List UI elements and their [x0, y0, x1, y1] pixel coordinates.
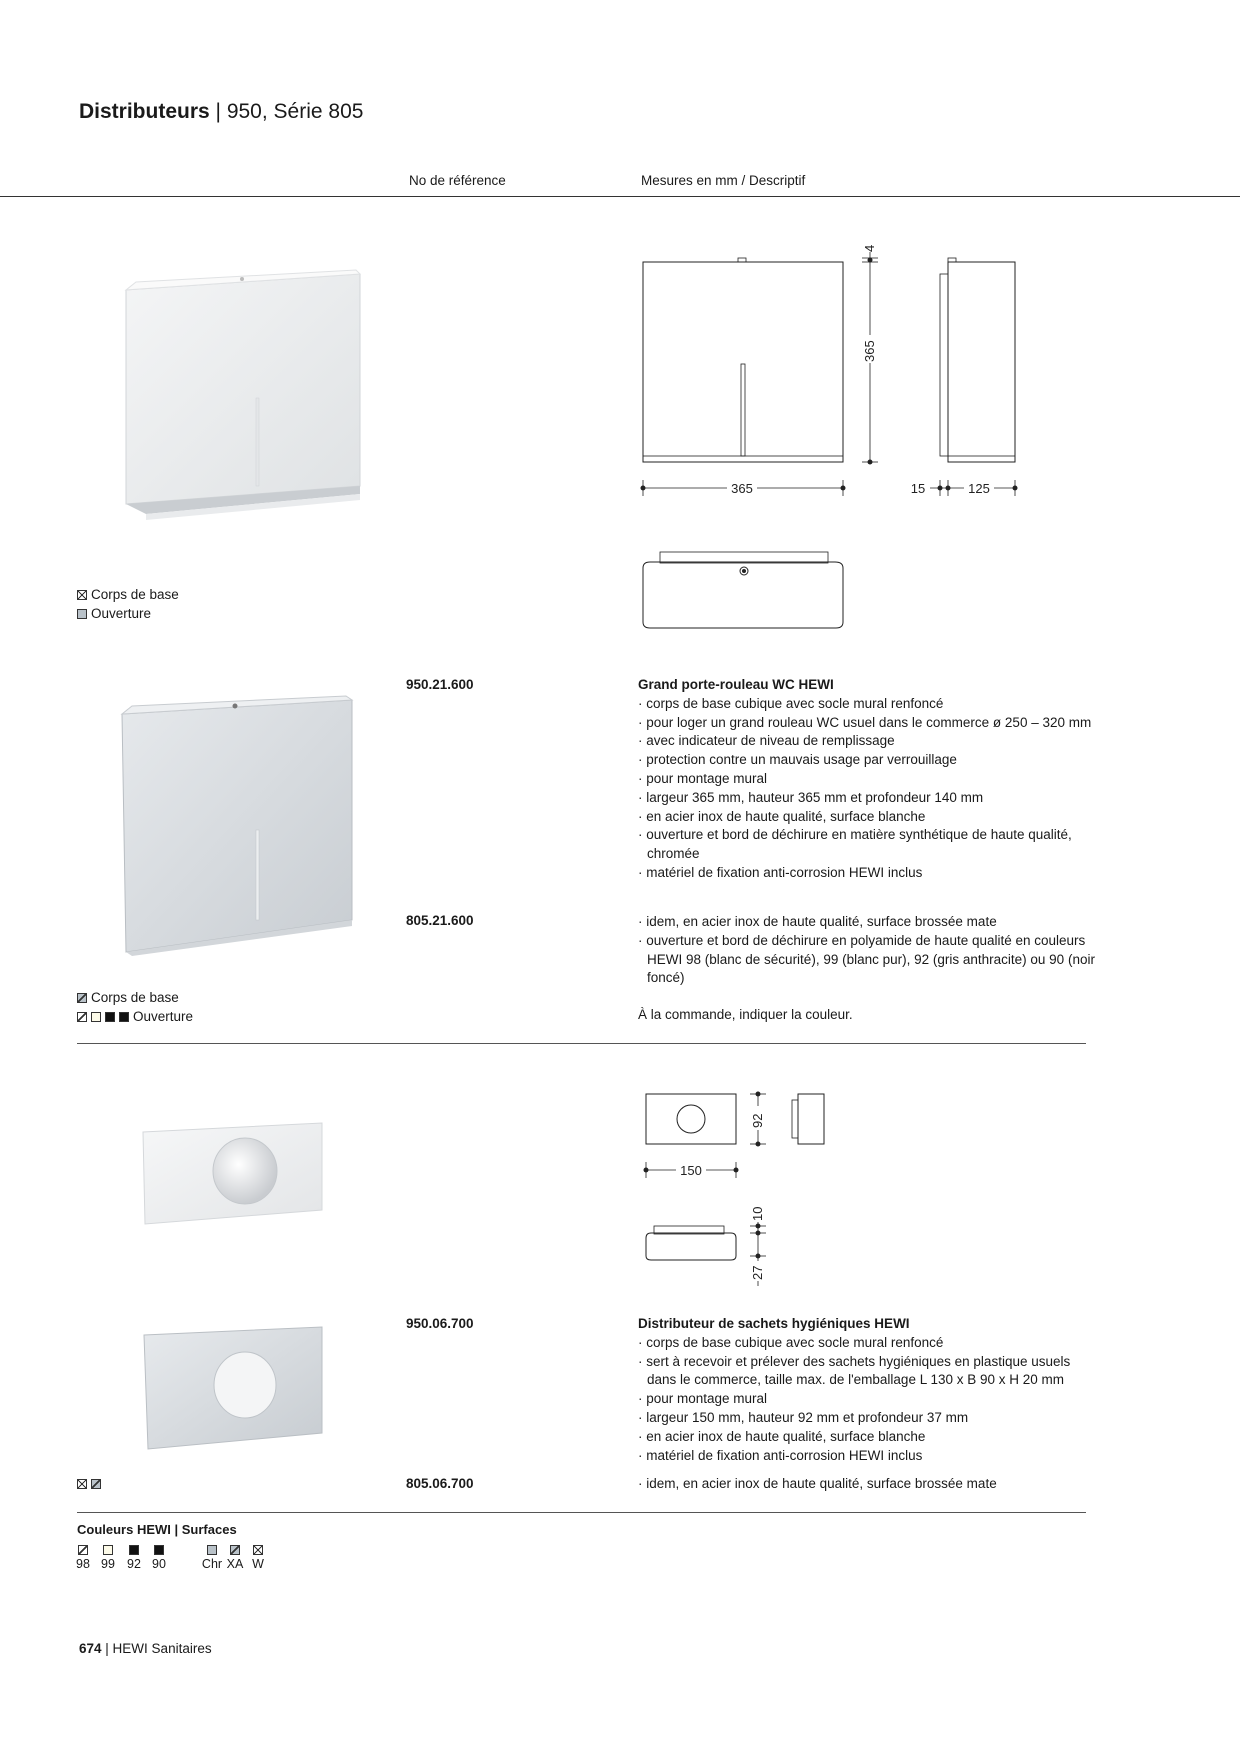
dim-depth-body: 125	[968, 481, 990, 496]
swatch-code: 92	[127, 1557, 141, 1571]
color-90-swatch-icon	[154, 1545, 164, 1555]
order-note: À la commande, indiquer la couleur.	[638, 1007, 853, 1022]
feature-item: · matériel de fixation anti-corrosion HEWI inclus	[638, 864, 923, 880]
color-92-swatch-icon	[105, 1012, 115, 1022]
product-title: Distributeur de sachets hygiéniques HEWI	[638, 1316, 910, 1331]
feature-item: · pour montage mural	[638, 1391, 768, 1407]
product-description-variant	[638, 913, 1098, 988]
header-divider	[0, 196, 1240, 197]
feature-item: · largeur 150 mm, hauteur 92 mm et profondeur 37 mm	[638, 1409, 969, 1425]
swatch-90	[146, 1545, 172, 1571]
section-divider	[77, 1043, 1086, 1044]
color-99-swatch-icon	[91, 1012, 101, 1022]
dim-height: 365	[862, 340, 877, 362]
color-92-swatch-icon	[129, 1545, 139, 1555]
page-title-series: | 950, Série 805	[215, 100, 364, 123]
section-divider	[77, 1512, 1086, 1513]
technical-drawing-bag-dispenser	[640, 1088, 840, 1288]
reference-number: 950.06.700	[406, 1316, 474, 1331]
feature-item: · sert à recevoir et prélever des sachets hygiéniques en plastique usuels dans le commerce, taille max. de l'emballage L 130 x B 90 x H 20 mm	[638, 1353, 1071, 1388]
feature-item: · corps de base cubique avec socle mural renfoncé	[638, 1334, 944, 1350]
chrome-swatch-icon	[77, 609, 87, 619]
product-photo-brushed-roll-holder	[118, 696, 358, 956]
dim-height: 92	[750, 1113, 765, 1128]
swatch-92	[121, 1545, 147, 1571]
column-header-measures: Mesures en mm / Descriptif	[641, 173, 806, 188]
surface-swatch-icon	[77, 590, 87, 600]
product-photo-white-roll-holder	[120, 268, 365, 533]
footer-text: | HEWI Sanitaires	[105, 1641, 212, 1656]
legend-base-body	[77, 587, 179, 602]
reference-number: 805.06.700	[406, 1476, 474, 1491]
feature-item: · ouverture et bord de déchirure en matière synthétique de haute qualité, chromée	[638, 827, 1072, 862]
legend-opening	[77, 606, 151, 621]
color-98-swatch-icon	[77, 1012, 87, 1022]
swatch-code: 90	[152, 1557, 166, 1571]
page-title-bold: Distributeurs	[79, 100, 210, 123]
swatch-code: 98	[76, 1557, 90, 1571]
product-description	[638, 1315, 1098, 1465]
feature-item: · avec indicateur de niveau de remplissage	[638, 733, 895, 749]
colors-title: Couleurs HEWI | Surfaces	[77, 1522, 237, 1537]
white-swatch-icon	[253, 1545, 263, 1555]
brushed-swatch-icon	[77, 993, 87, 1003]
page-number: 674	[79, 1641, 102, 1656]
feature-item: · pour loger un grand rouleau WC usuel dans le commerce ø 250 – 320 mm	[638, 714, 1092, 730]
dim-top: 10	[750, 1206, 765, 1221]
legend-label: Ouverture	[133, 1009, 194, 1024]
feature-item: · en acier inox de haute qualité, surface blanche	[638, 808, 926, 824]
dim-depth: 27	[750, 1265, 765, 1280]
dim-width: 150	[680, 1163, 702, 1178]
reference-number: 950.21.600	[406, 677, 474, 692]
legend-label: Corps de base	[91, 990, 179, 1005]
color-98-swatch-icon	[78, 1545, 88, 1555]
swatch-98	[70, 1545, 96, 1571]
reference-number: 805.21.600	[406, 913, 474, 928]
legend-base-body	[77, 990, 179, 1005]
legend-surfaces	[77, 1479, 101, 1489]
legend-label: Ouverture	[91, 606, 152, 621]
product-photo-white-bag-dispenser	[140, 1120, 325, 1225]
product-title: Grand porte-rouleau WC HEWI	[638, 677, 834, 692]
feature-item: · pour montage mural	[638, 770, 768, 786]
product-description	[638, 676, 1098, 883]
feature-item: · idem, en acier inox de haute qualité, surface brossée mate	[638, 1476, 997, 1491]
feature-item: · largeur 365 mm, hauteur 365 mm et profondeur 140 mm	[638, 789, 984, 805]
legend-label: Corps de base	[91, 587, 179, 602]
feature-item: · corps de base cubique avec socle mural renfoncé	[638, 695, 944, 711]
dim-top: 4	[862, 244, 877, 252]
swatch-code: 99	[101, 1557, 115, 1571]
brushed-swatch-icon	[230, 1545, 240, 1555]
feature-item: · matériel de fixation anti-corrosion HEWI inclus	[638, 1447, 923, 1463]
swatch-code: XA	[226, 1557, 244, 1571]
product-description-variant	[638, 1475, 1098, 1494]
feature-item: · protection contre un mauvais usage par verrouillage	[638, 752, 957, 768]
feature-item: · ouverture et bord de déchirure en polyamide de haute qualité en couleurs HEWI 98 (blanc de sécurité), 99 (blanc pur), 92 (gris anthracite) ou 90 (noir foncé)	[638, 932, 1095, 986]
color-90-swatch-icon	[119, 1012, 129, 1022]
product-photo-brushed-bag-dispenser	[142, 1325, 324, 1450]
column-header-reference: No de référence	[409, 173, 506, 188]
chrome-swatch-icon	[207, 1545, 217, 1555]
brushed-surface-swatch-icon	[91, 1479, 101, 1489]
feature-item: · en acier inox de haute qualité, surface blanche	[638, 1428, 926, 1444]
swatch-code: W	[252, 1557, 264, 1571]
technical-drawing-roll-holder	[630, 240, 1030, 635]
color-99-swatch-icon	[103, 1545, 113, 1555]
swatch-code: Chr	[201, 1557, 223, 1571]
dim-width: 365	[731, 481, 753, 496]
page-title	[79, 100, 363, 124]
swatch-99	[95, 1545, 121, 1571]
legend-opening-colors	[77, 1009, 193, 1024]
dim-depth-wall: 15	[910, 481, 926, 496]
white-surface-swatch-icon	[77, 1479, 87, 1489]
swatch-w	[245, 1545, 271, 1571]
feature-item: · idem, en acier inox de haute qualité, surface brossée mate	[638, 914, 997, 929]
page-footer	[79, 1641, 212, 1656]
